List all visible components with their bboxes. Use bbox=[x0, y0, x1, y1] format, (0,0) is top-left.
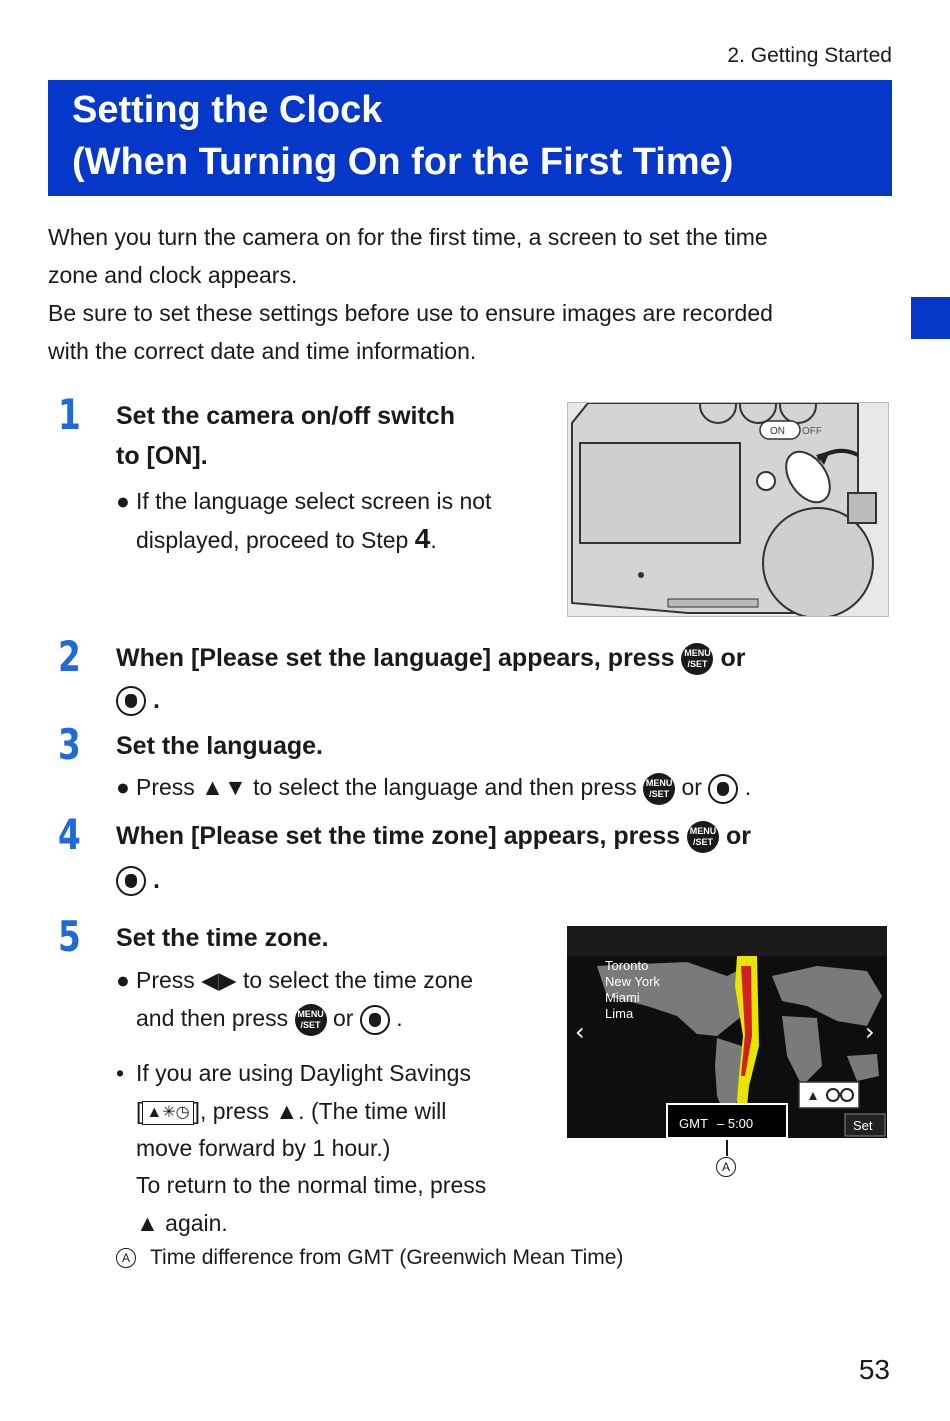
callout-line bbox=[726, 1140, 728, 1156]
step1-heading-line2: to [ON]. bbox=[116, 442, 208, 470]
city-lima: Lima bbox=[605, 1006, 634, 1021]
off-label: OFF bbox=[802, 426, 822, 437]
step5-heading: Set the time zone. bbox=[116, 924, 329, 952]
dst-note-line4: To return to the normal time, press bbox=[136, 1172, 487, 1198]
dst-note-line5: ▲ again. bbox=[136, 1210, 228, 1236]
step-number-4: 4 bbox=[58, 810, 81, 859]
step3-bullet: ● Press ▲▼ to select the language and then press MENU /SET or . bbox=[116, 768, 751, 806]
set-button[interactable]: Set bbox=[853, 1118, 873, 1133]
intro-line4: with the correct date and time information. bbox=[48, 338, 477, 364]
footnote-text: Time difference from GMT (Greenwich Mean Time) bbox=[150, 1246, 624, 1269]
step4-heading: When [Please set the time zone] appears, press MENU /SET or bbox=[116, 816, 751, 856]
step5-bullet-line2: and then press MENU /SET or . bbox=[116, 999, 403, 1037]
chapter-label: 2. Getting Started bbox=[727, 44, 892, 67]
step1-bullet-line2: displayed, proceed to Step 4. bbox=[136, 523, 437, 554]
footnote bbox=[116, 1246, 623, 1270]
step2-heading-line2: . bbox=[116, 680, 160, 720]
intro-line1: When you turn the camera on for the first time, a screen to set the time bbox=[48, 224, 768, 250]
step-number-1: 1 bbox=[58, 390, 81, 439]
camera-illustration bbox=[567, 402, 889, 617]
gmt-label: GMT bbox=[679, 1116, 708, 1131]
joystick-press-icon bbox=[360, 1005, 390, 1035]
step2-heading: When [Please set the language] appears, press MENU /SET or bbox=[116, 638, 745, 678]
left-arrow-icon[interactable]: ‹ bbox=[575, 1018, 585, 1046]
daylight-savings-icon: ▲✳◷ bbox=[142, 1101, 193, 1125]
right-arrow-icon[interactable]: › bbox=[865, 1018, 875, 1046]
dst-note-line1: • If you are using Daylight Savings bbox=[116, 1060, 471, 1086]
page-title-line1: Setting the Clock bbox=[72, 89, 383, 131]
time-zone-map-screen bbox=[567, 926, 887, 1138]
joystick-press-icon bbox=[116, 686, 146, 716]
step1-bullet-line1: ● If the language select screen is not bbox=[116, 488, 492, 514]
step5-bullet-line1: ● Press ◀▶ to select the time zone bbox=[116, 967, 474, 993]
step4-heading-line2: . bbox=[116, 860, 160, 900]
page-number: 53 bbox=[858, 1354, 890, 1385]
step-reference: 4 bbox=[414, 523, 431, 554]
chapter-tab-marker bbox=[911, 297, 950, 339]
step-number-5: 5 bbox=[58, 912, 81, 961]
step3-heading: Set the language. bbox=[116, 732, 323, 760]
city-new-york: New York bbox=[605, 974, 660, 989]
joystick-press-icon bbox=[116, 866, 146, 896]
page-title-line2: (When Turning On for the First Time) bbox=[72, 141, 734, 183]
on-label: ON bbox=[770, 426, 785, 437]
intro-line3: Be sure to set these settings before use to ensure images are recorded bbox=[48, 300, 773, 326]
joystick-press-icon bbox=[708, 774, 738, 804]
city-miami: Miami bbox=[605, 990, 640, 1005]
callout-a-marker: A bbox=[716, 1157, 736, 1177]
step-number-2: 2 bbox=[58, 632, 81, 681]
menu-set-button-icon: MENU /SET bbox=[295, 1004, 327, 1036]
footnote-marker: A bbox=[116, 1248, 136, 1268]
menu-set-button-icon: MENU /SET bbox=[681, 643, 713, 675]
gmt-offset-value: – 5:00 bbox=[717, 1116, 754, 1131]
city-toronto: Toronto bbox=[605, 958, 649, 973]
intro-line2: zone and clock appears. bbox=[48, 262, 298, 288]
step1-heading-line1: Set the camera on/off switch bbox=[116, 402, 455, 430]
step-number-3: 3 bbox=[58, 720, 81, 769]
dst-note-line2: [ ▲✳◷ ], press ▲. (The time will bbox=[136, 1098, 447, 1124]
menu-set-button-icon: MENU /SET bbox=[643, 773, 675, 805]
dst-note-line3: move forward by 1 hour.) bbox=[136, 1135, 391, 1161]
menu-set-button-icon: MENU /SET bbox=[687, 821, 719, 853]
